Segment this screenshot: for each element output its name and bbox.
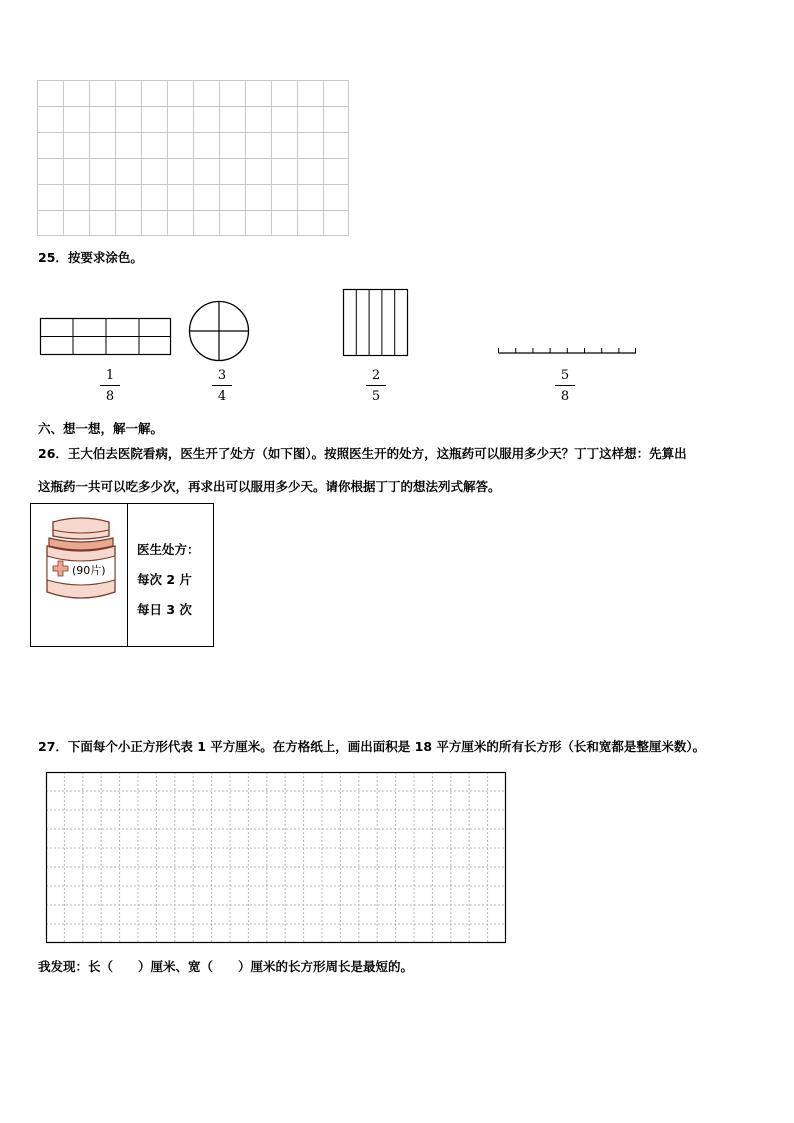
- fraction-numerator: 5: [560, 368, 570, 383]
- prescription-box: [30, 503, 214, 647]
- prescription-frequency: 每日 3 次: [137, 602, 192, 617]
- fraction-denominator: 8: [560, 389, 570, 404]
- q25-title: 25．按要求涂色。: [38, 250, 143, 265]
- section-6-heading: 六、想一想，解一解。: [38, 421, 164, 436]
- fraction-denominator: 5: [371, 389, 381, 404]
- prescription-divider: [127, 504, 128, 646]
- fraction-bar: [555, 385, 575, 386]
- segmented-line-eighths[interactable]: [498, 346, 638, 356]
- q26-text-line-1: 26．王大伯去医院看病，医生开了处方（如下图）。按照医生开的处方，这瓶药可以服用多少天？丁丁这样想：先算出: [38, 446, 687, 461]
- bottle-label-text: (90片): [72, 564, 106, 577]
- medicine-bottle-icon: [41, 516, 121, 604]
- q27-title: 27．下面每个小正方形代表 1 平方厘米。在方格纸上，画出面积是 18 平方厘米的所有长方形（长和宽都是整厘米数）。: [38, 739, 706, 754]
- prescription-dose: 每次 2 片: [137, 572, 192, 587]
- top-grid: [37, 80, 349, 236]
- rectangle-eighths[interactable]: [40, 318, 172, 356]
- fraction-bar: [100, 385, 120, 386]
- fraction-label-2: [212, 369, 232, 403]
- fraction-numerator: 1: [105, 368, 115, 383]
- fraction-denominator: 8: [105, 389, 115, 404]
- fraction-label-3: [366, 369, 386, 403]
- square-grid-paper[interactable]: [46, 772, 507, 944]
- fraction-bar: [366, 385, 386, 386]
- fraction-label-1: [100, 369, 120, 403]
- fraction-bar: [212, 385, 232, 386]
- q26-text-line-2: 这瓶药一共可以吃多少次，再求出可以服用多少天。请你根据丁丁的想法列式解答。: [38, 479, 501, 494]
- square-fifths[interactable]: [343, 289, 409, 357]
- fraction-denominator: 4: [217, 389, 227, 404]
- q27-finding: 我发现：长（ ）厘米、宽（ ）厘米的长方形周长是最短的。: [38, 959, 414, 974]
- fraction-label-4: [555, 369, 575, 403]
- fraction-numerator: 3: [217, 368, 227, 383]
- prescription-title: 医生处方：: [137, 542, 200, 557]
- fraction-numerator: 2: [371, 368, 381, 383]
- circle-quarters[interactable]: [188, 300, 250, 362]
